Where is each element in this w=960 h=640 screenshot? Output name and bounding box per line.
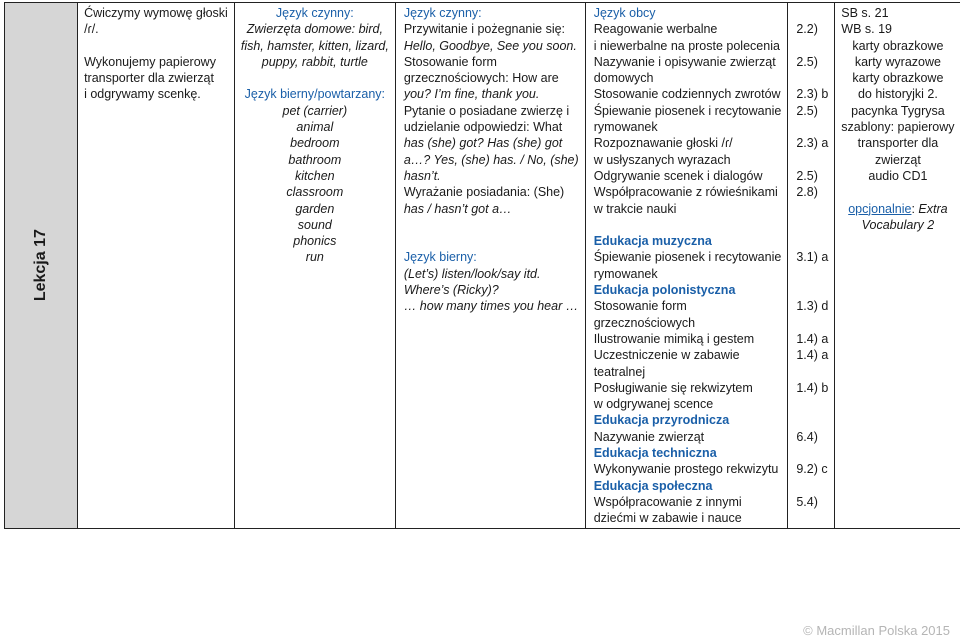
curriculum-code: 2.5) [796,168,818,183]
skill-line: w odgrywanej scence [593,397,714,412]
optional-text: Extra [918,201,948,216]
structure-passive-line: (Let’s) listen/look/say itd. [403,266,541,281]
skill-line: Nazywanie i opisywanie zwierząt [593,54,776,69]
skills-social-heading: Edukacja społeczna [593,478,713,493]
materials-cell [835,3,960,529]
structure-line: Pytanie o posiadane zwierzę i [403,103,570,118]
skill-line: rymowanek [593,266,658,281]
vocabulary-passive-word: sound [297,217,332,232]
lesson-label: Lekcja 17 [31,229,49,302]
skill-line: Rozpoznawanie głoski /ɾ/ [593,136,733,151]
structure-line: grzecznościowych: How are [403,71,559,86]
structure-line: Stosowanie form [403,54,497,69]
vocabulary-active-line: Zwierzęta domowe: bird, [246,22,383,37]
structure-line: Wyrażanie posiadania: (She) [403,185,565,200]
vocabulary-passive-word: pet (carrier) [282,103,348,118]
vocabulary-active-heading: Język czynny: [275,6,354,20]
material-line: WB s. 19 [841,22,892,37]
activity-line: /ɾ/. [84,22,99,37]
skill-line: dziećmi w zabawie i nauce [593,511,742,526]
activity-line: Wykonujemy papierowy [84,54,216,69]
skill-line: Odgrywanie scenek i dialogów [593,168,763,183]
material-line: audio CD1 [868,168,928,183]
codes-cell [788,3,835,529]
curriculum-code: 1.4) a [796,348,829,363]
structure-line: you? I’m fine, thank you. [403,87,540,102]
skills-foreign-heading: Język obcy [593,6,656,20]
structure-line: Hello, Goodbye, See you soon. [403,38,577,53]
skill-line: w usłyszanych wyrazach [593,152,731,167]
structure-passive-line: Where’s (Ricky)? [403,283,499,298]
vocabulary-passive-word: classroom [286,185,344,200]
curriculum-code: 1.4) a [796,331,829,346]
vocabulary-passive-word: bathroom [288,152,342,167]
lesson-plan-table [4,2,960,529]
vocabulary-passive-word: kitchen [295,168,335,183]
skill-line: teatralnej [593,364,646,379]
curriculum-code: 9.2) c [796,462,828,477]
material-line: SB s. 21 [841,6,889,20]
skill-line: Reagowanie werbalne [593,22,718,37]
copyright-footer: © Macmillan Polska 2015 [803,623,950,638]
vocabulary-passive-word: bedroom [290,136,340,151]
skill-line: grzecznościowych [593,315,696,330]
optional-text: Vocabulary 2 [861,217,935,232]
curriculum-code: 2.5) [796,103,818,118]
lesson-cell [5,3,78,529]
curriculum-code: 2.3) a [796,136,829,151]
activity-line: i odgrywamy scenkę. [84,87,201,102]
vocabulary-passive-word: run [305,250,324,265]
skill-line: Stosowanie codziennych zwrotów [593,87,781,102]
skill-line: Współpracowanie z innymi [593,494,742,509]
structures-active-heading: Język czynny: [403,6,482,20]
vocabulary-cell [234,3,395,529]
skill-line: i niewerbalne na proste polecenia [593,38,780,53]
skills-music-heading: Edukacja muzyczna [593,234,712,249]
material-line: szablony: papierowy [841,120,955,135]
structure-line: has / hasn’t got a… [403,201,512,216]
optional-label: opcjonalnie [848,201,912,216]
structure-line: a…? Yes, (she) has. / No, (she) [403,152,579,167]
structure-passive-line: … how many times you hear … [403,299,579,314]
curriculum-code: 6.4) [796,429,818,444]
skill-line: w trakcie nauki [593,201,677,216]
skill-line: Wykonywanie prostego rekwizytu [593,462,779,477]
vocabulary-active-line: puppy, rabbit, turtle [261,54,368,69]
optional-separator: : [911,201,919,216]
structure-line: udzielanie odpowiedzi: What [403,120,563,135]
skill-line: Śpiewanie piosenek i recytowanie [593,250,782,265]
skill-line: Współpracowanie z rówieśnikami [593,185,778,200]
vocabulary-passive-heading: Język bierny/powtarzany: [244,87,385,102]
structure-line: Przywitanie i pożegnanie się: [403,22,566,37]
activity-line: transporter dla zwierząt [84,71,214,86]
curriculum-code: 2.3) b [796,87,829,102]
curriculum-code: 3.1) a [796,250,829,265]
skill-line: Ilustrowanie mimiką i gestem [593,331,755,346]
structures-cell [395,3,585,529]
material-line: zwierząt [874,152,921,167]
curriculum-code: 1.4) b [796,380,829,395]
activity-line: Ćwiczymy wymowę głoski [84,6,228,20]
skill-line: Nazywanie zwierząt [593,429,705,444]
vocabulary-passive-word: garden [295,201,335,216]
skill-line: Uczestniczenie w zabawie [593,348,740,363]
skill-line: domowych [593,71,654,86]
material-line: karty obrazkowe [852,71,944,86]
structures-passive-heading: Język bierny: [403,250,477,265]
skills-nature-heading: Edukacja przyrodnicza [593,413,730,428]
skills-cell [585,3,788,529]
skills-polish-heading: Edukacja polonistyczna [593,283,736,298]
material-line: karty obrazkowe [852,38,944,53]
material-line: pacynka Tygrysa [851,103,945,118]
curriculum-code: 2.5) [796,54,818,69]
material-line: karty wyrazowe [854,54,941,69]
material-line: transporter dla [857,136,939,151]
skills-tech-heading: Edukacja techniczna [593,446,717,461]
skill-line: Śpiewanie piosenek i recytowanie [593,103,782,118]
optional-material [841,201,954,217]
skill-line: Posługiwanie się rekwizytem [593,380,753,395]
material-line: do historyjki 2. [857,87,938,102]
structure-line: hasn’t. [403,168,441,183]
skill-line: rymowanek [593,120,658,135]
curriculum-code: 1.3) d [796,299,829,314]
skill-line: Stosowanie form [593,299,687,314]
structure-line: has (she) got? Has (she) got [403,136,563,151]
vocabulary-passive-word: phonics [293,234,337,249]
lesson-row [5,3,960,529]
vocabulary-passive-word: animal [296,120,334,135]
curriculum-code: 2.8) [796,185,818,200]
curriculum-code: 2.2) [796,22,818,37]
curriculum-code: 5.4) [796,494,818,509]
vocabulary-active-line: fish, hamster, kitten, lizard, [240,38,389,53]
activities-cell [78,3,235,529]
